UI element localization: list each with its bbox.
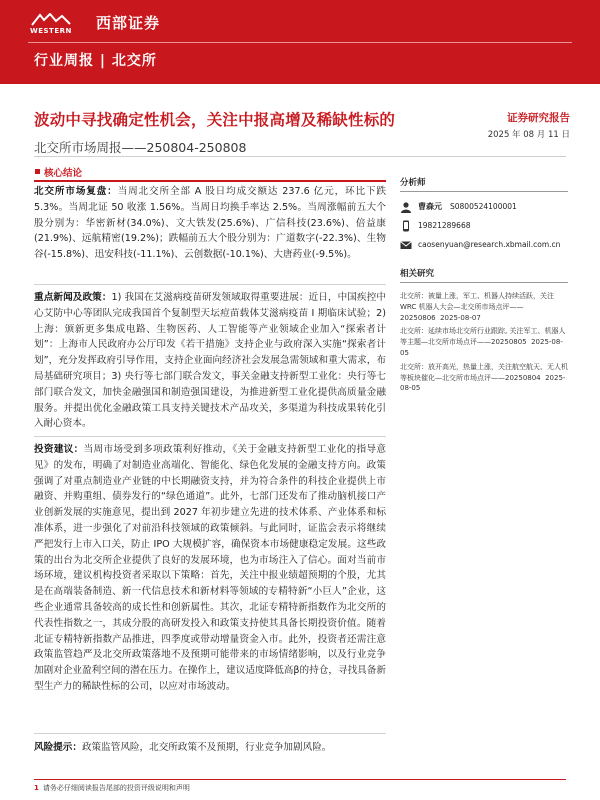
report-subtitle: 北交所市场周报——250804-250808: [34, 140, 247, 155]
analyst-certificate: S0800524100001: [450, 202, 517, 211]
related-item[interactable]: [400, 291, 568, 323]
research-report-label: 证券研究报告: [507, 112, 570, 124]
core-conclusion-label: 核心结论: [44, 168, 83, 179]
person-icon: [400, 201, 412, 213]
related-item[interactable]: [400, 362, 568, 394]
phone-icon: [400, 220, 412, 232]
market-review-text: 当周北交所全部 A 股日均成交额达 237.6 亿元，环比下跌 5.3%。当周北证 50 收涨 1.56%。当周日均换手率达 2.5%。当周涨幅前五大个股分别为：华密新材(34.0%)、文大铁发(25.6%)、广信科技(23.6%)、倍益康(21.9%)、远航精密(19.2%)；跌幅前五大个股分别为：广道数字(-22.3%)、生物谷(-15.8%)、迅安科技(-11.1%)、云创数据(-10.1%)、大唐药业(-9.5%)。: [34, 186, 386, 261]
related-item-date: 20250804: [505, 373, 541, 382]
risk-text: 政策监管风险，北交所政策不及预期，行业竞争加剧风险。: [81, 742, 332, 753]
news-label: 重点新闻及政策：: [34, 292, 112, 303]
analyst-email-row: [400, 238, 568, 251]
header-divider: [28, 42, 572, 43]
email-icon: [400, 239, 412, 251]
page-number: 1: [34, 784, 39, 792]
analyst-name-row: [400, 200, 568, 213]
risk-label: 风险提示：: [34, 742, 82, 753]
market-review-section: [34, 184, 386, 263]
market-review-label: 北交所市场复盘：: [34, 186, 118, 197]
report-category: 行业周报 | 北交所: [34, 53, 157, 69]
bullet-icon: [35, 169, 40, 174]
risk-section: [34, 740, 386, 756]
related-item-text: 北交所：被量上涨，军工、机器人持续活跃，关注 WRC 机器人大会—北交所市场点评——: [400, 292, 554, 311]
footer: [34, 783, 190, 793]
header-banner: [0, 0, 600, 84]
related-item-text: 北交所：放开高光，热量上涨，关注航空航天、无人机等板块催化—北交所市场点评——: [400, 362, 568, 382]
news-section: [34, 290, 386, 432]
investment-advice-section: [34, 442, 386, 695]
advice-label: 投资建议：: [34, 444, 84, 455]
advice-text: 当周市场受到多项政策利好推动，《关于金融支持新型工业化的指导意见》的发布，明确了对制造业高端化、智能化、绿色化发展的金融支持方向。政策强调了对重点制造业产业链的中长期融资支持，并为符合条件的科技企业提供上市融资、并购重组、债券发行的“绿色通道”。此外，七部门还发布了推动脑机接口产业创新发展的实施意见，提出到 2027 年初步建立先进的技术体系、产业体系和标准体系，进一步强化了对前沿科技领域的政策倾斜。与此同时，证监会表示将继续严把发行上市入口关，防止 IPO 大规模扩容，确保资本市场健康稳定发展。这些政策的出台为北交所企业提供了良好的发展环境，也为市场注入了信心。面对当前市场环境，建议机构投资者采取以下策略：首先，关注中报业绩超预期的个股，尤其是在高端装备制造、新一代信息技术和新材料等领域的专精特新“小巨人”企业，这些企业通常具备较高的成长性和创新属性。其次，北证专精特新指数作为北交所的代表性指数之一，其成分股的高研发投入和政策支持使其具备长期投资价值。随着北证专精特新指数产品推进，四季度或带动增量资金入市。此外，投资者还需注意政策监管趋严及北交所政策落地不及预期可能带来的市场情绪影响，以及行业竞争加剧对企业盈利空间的潜在压力。在操作上，建议适度降低高β的持仓，寻找具备新型生产力的稀缺性标的公司，以应对市场波动。: [34, 444, 387, 692]
report-date: 2025 年 08 月 11 日: [487, 130, 570, 140]
analyst-heading: 分析师: [400, 176, 568, 192]
related-item-date: 20250806: [400, 313, 436, 322]
footer-divider: [34, 779, 566, 780]
related-item-text: 北交所：延续市场北交所行业跟踪, 关注军工、机器人等主题—北交所市场点评——: [400, 327, 566, 347]
analyst-phone-row: [400, 219, 568, 232]
section-divider: [34, 733, 386, 734]
related-item-date2: 2025-08-05: [400, 373, 566, 393]
related-item-date2: 2025-08-05: [400, 338, 563, 357]
logo-english: WESTERN: [30, 26, 72, 35]
logo-mark-icon: [30, 13, 88, 33]
analyst-name: 曹森元: [418, 202, 442, 211]
related-research: [400, 267, 568, 394]
analyst-email[interactable]: caosenyuan@research.xbmail.com.cn: [418, 240, 561, 249]
news-text: 1) 我国在艾滋病疫苗研发领域取得重要进展：近日，中国疾控中心艾防中心等团队完成我国首个复制型天坛痘苗载体艾滋病疫苗 I 期临床试验；2) 上海：颁新更多集成电路、生物医药、人工智能等产业领域企业加入“探索者计划”：上海市人民政府办公厅印发《若干措施》支持企业与政府深入实施“探索者计划”，充分发挥政府引导作用，支持企业面向经济社会发展急需领域和重大需求，布局基础研究项目；3) 央行等七部门联合发文，事关金融支持新型工业化：央行等七部门联合发文，加快金融强国和制造强国建设，为推进新型工业化提供高质量金融服务。并提出优化金融政策工具支持关键技术产品攻关，多渠道为科技成果转化引入耐心资本。: [34, 292, 386, 430]
footer-disclaimer: 请务必仔细阅读报告尾部的投资评级说明和声明: [42, 784, 190, 792]
core-divider: [34, 180, 386, 182]
section-divider: [34, 284, 386, 285]
section-divider: [34, 436, 386, 437]
related-item-date2: 2025-08-07: [440, 313, 481, 322]
company-logo: [30, 12, 160, 33]
subtitle-divider: [34, 156, 566, 157]
analyst-phone: 19821289668: [418, 221, 471, 230]
sidebar: [400, 176, 568, 397]
related-item[interactable]: [400, 326, 568, 358]
related-heading: 相关研究: [400, 267, 568, 283]
related-item-date: 20250805: [491, 338, 527, 347]
logo-chinese: 西部证券: [96, 14, 161, 32]
report-title: 波动中寻找确定性机会，关注中报高增及稀缺性标的: [34, 111, 396, 129]
